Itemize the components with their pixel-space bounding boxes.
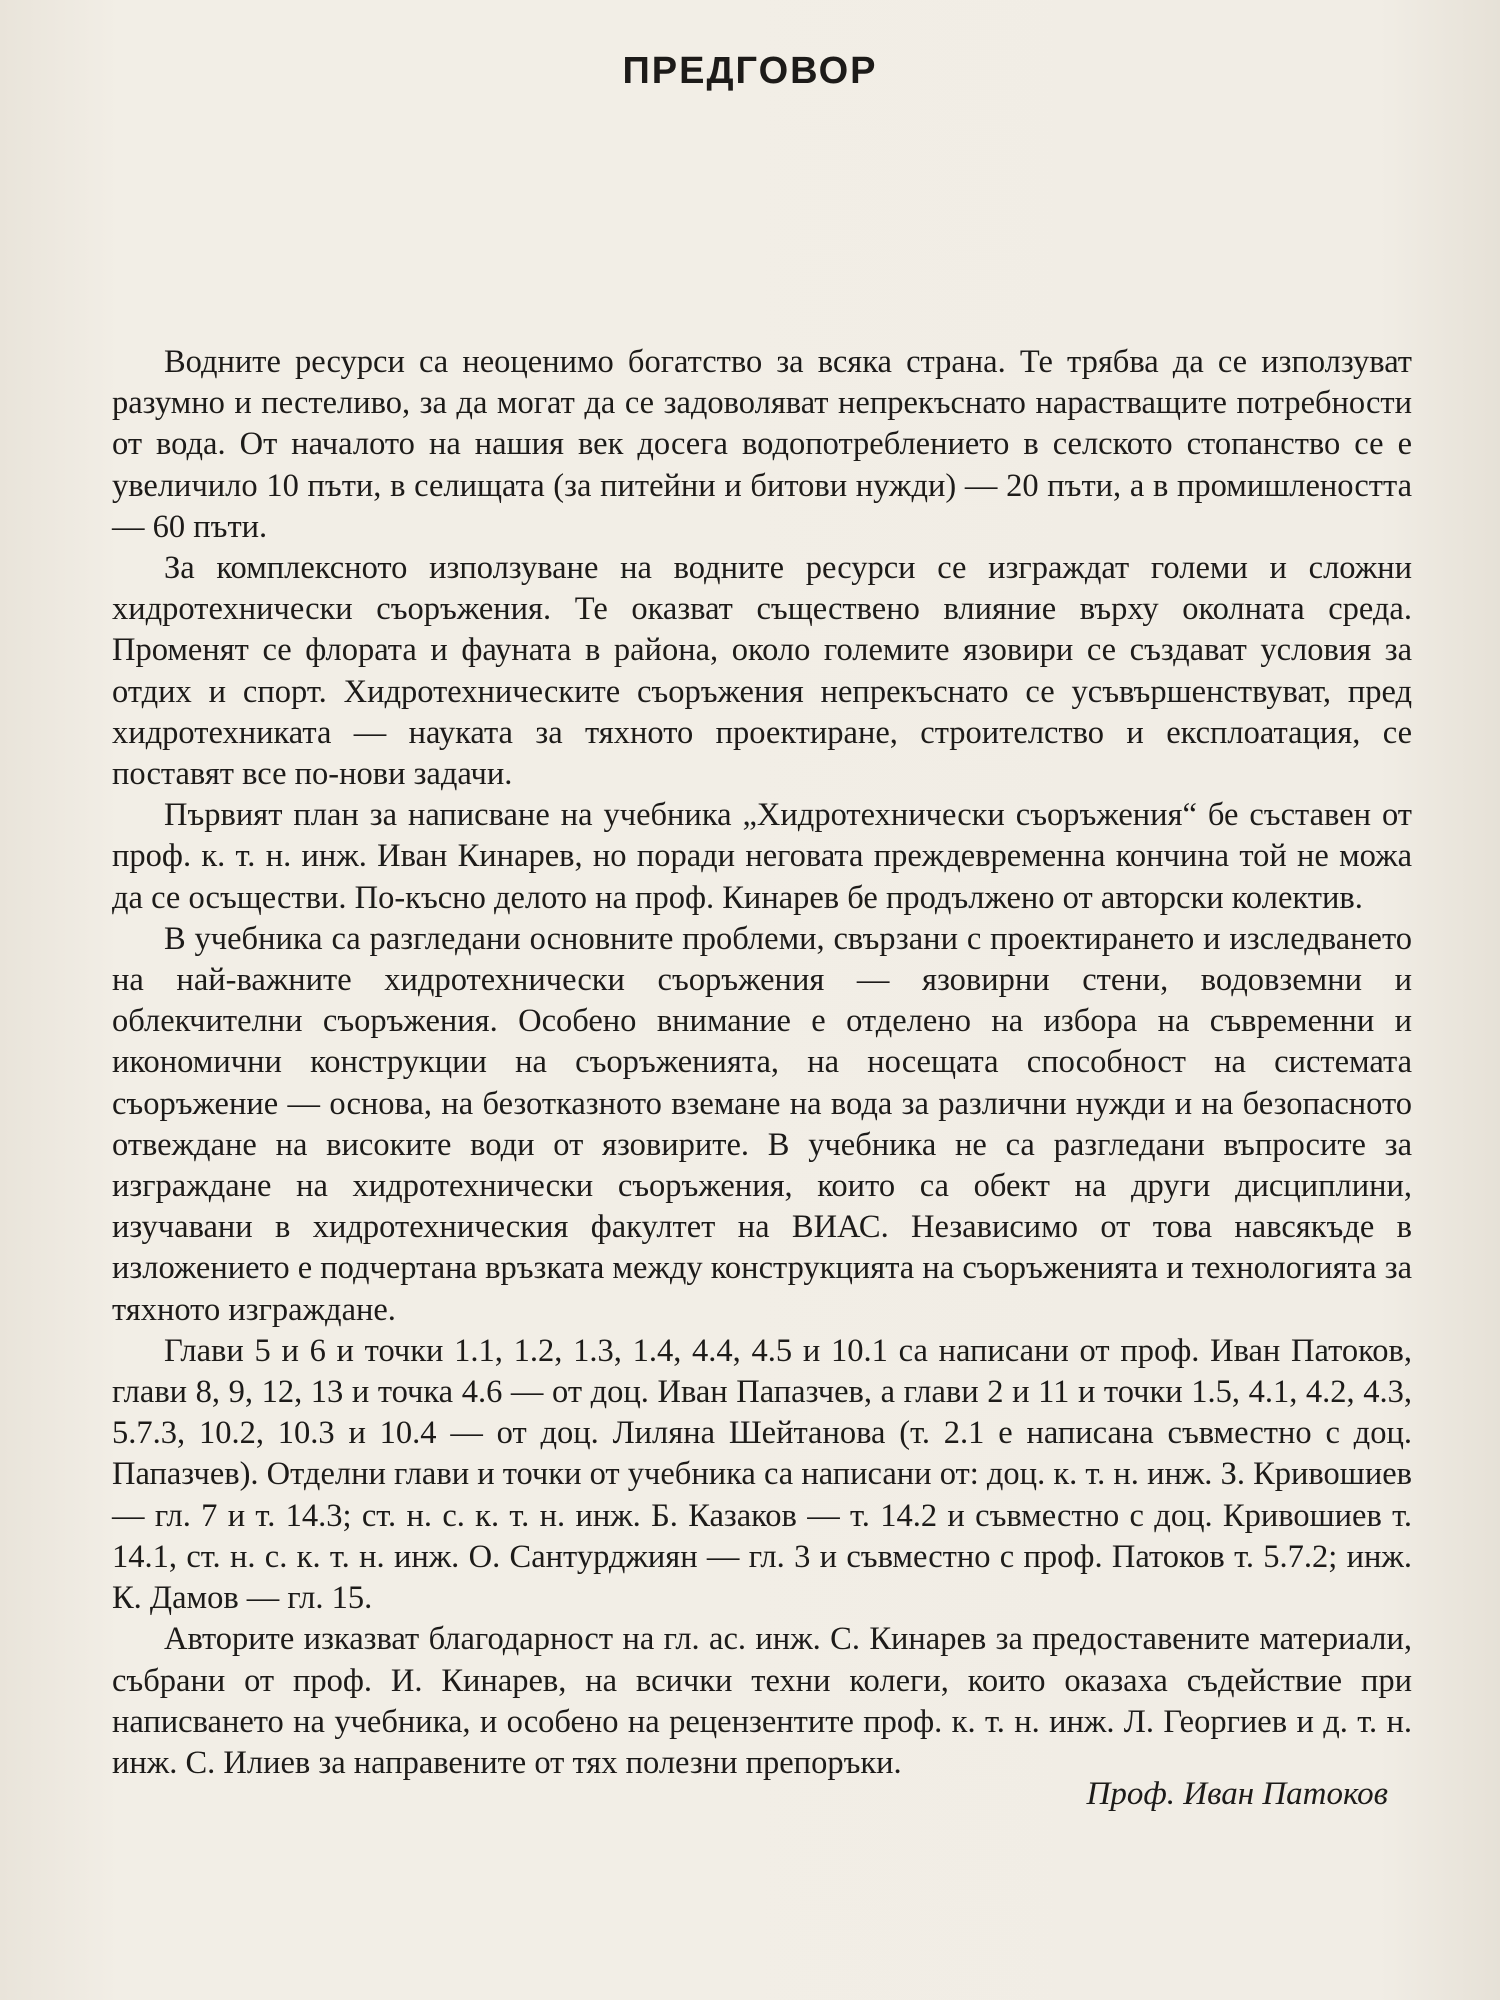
preface-body xyxy=(112,342,1412,1784)
author-signature: Проф. Иван Патоков xyxy=(1086,1776,1388,1812)
paragraph-water-resources: Водните ресурси са неоценимо богатство за всяка страна. Те трябва да се използуват разумно и пестеливо, за да могат да се задоволяват непрекъснато нарастващите потребности от вода. От началото на нашия век досега водопотреблението в селското стопанство се е увеличило 10 пъти, в селищата (за питейни и битови нужди) — 20 пъти, а в промишлеността — 60 пъти. xyxy=(112,344,1412,545)
paragraph-acknowledgements: Авторите изказват благодарност на гл. ас. инж. С. Кинарев за предоставените материали, събрани от проф. И. Кинарев, на всички техни колеги, които оказаха съдействие при написването на учебника, и особено на рецензентите проф. к. т. н. инж. Л. Георгиев и д. т. н. инж. С. Илиев за направените от тях полезни препоръки. xyxy=(112,1621,1412,1781)
paragraph-authors-chapters: Глави 5 и 6 и точки 1.1, 1.2, 1.3, 1.4, 4.4, 4.5 и 10.1 са написани от проф. Иван Патоков, глави 8, 9, 12, 13 и точка 4.6 — от доц. Иван Папазчев, а глави 2 и 11 и точки 1.5, 4.1, 4.2, 4.3, 5.7.3, 10.2, 10.3 и 10.4 — от доц. Лиляна Шейтанова (т. 2.1 е написана съвместно с доц. Папазчев). Отделни глави и точки от учебника са написани от: доц. к. т. н. инж. З. Кривошиев — гл. 7 и т. 14.3; ст. н. с. к. т. н. инж. Б. Казаков — т. 14.2 и съвместно с доц. Кривошиев т. 14.1, ст. н. с. к. т. н. инж. О. Сантурджиян — гл. 3 и съвместно с проф. Патоков т. 5.7.2; инж. К. Дамов — гл. 15. xyxy=(112,1332,1412,1617)
page-title: ПРЕДГОВОР xyxy=(622,50,878,92)
paragraph-textbook-plan: Първият план за написване на учебника „Хидротехнически съоръжения“ бе съставен от проф. к. т. н. инж. Иван Кинарев, но поради неговата преждевременна кончина той не можа да се осъществи. По-късно делото на проф. Кинарев бе продължено от авторски колектив. xyxy=(112,797,1412,916)
paragraph-hydraulic-structures: За комплексното използуване на водните ресурси се изграждат големи и сложни хидротехнически съоръжения. Те оказват съществено влияние върху околната среда. Променят се флората и фауната в района, около големите язовири се създават условия за отдих и спорт. Хидротехническите съоръжения непрекъснато се усъвършенствуват, пред хидротехниката — науката за тяхното проектиране, строителство и експлоатация, се поставят все по-нови задачи. xyxy=(112,550,1412,793)
paragraph-textbook-content: В учебника са разгледани основните проблеми, свързани с проектирането и изследването на най-важните хидротехнически съоръжения — язовирни стени, водовземни и облекчителни съоръжения. Особено внимание е отделено на избора на съвременни и икономични конструкции на съоръженията, на носещата способност на системата съоръжение — основа, на безотказното вземане на вода за различни нужди и на безопасното отвеждане на високите води от язовирите. В учебника не са разгледани въпросите за изграждане на хидротехнически съоръжения, които са обект на други дисциплини, изучавани в хидротехническия факултет на ВИАС. Независимо от това навсякъде в изложението е подчертана връзката между конструкцията на съоръженията и технологията за тяхното изграждане. xyxy=(112,920,1412,1328)
